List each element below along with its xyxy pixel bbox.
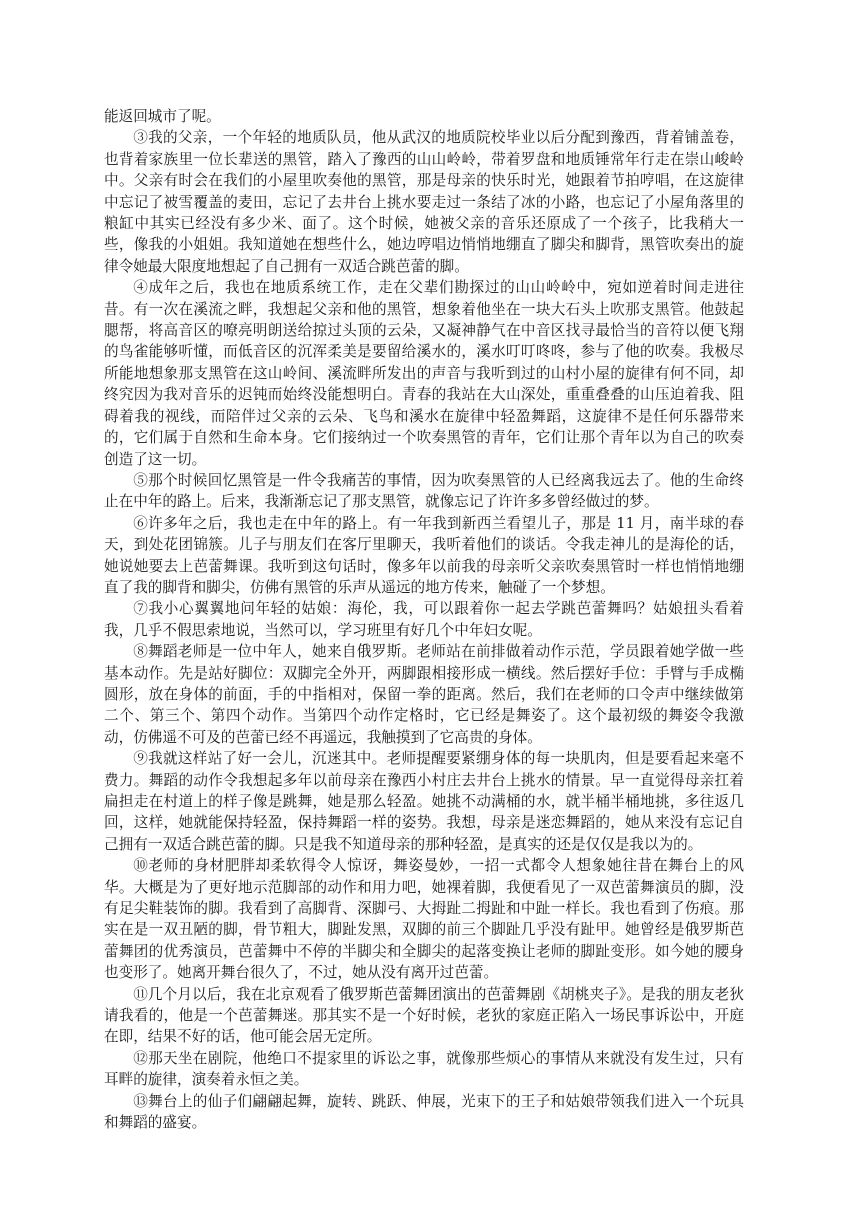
document-body: [104, 106, 744, 1134]
paragraph-10: ⑩老师的身材肥胖却柔软得令人惊讶，舞姿曼妙，一招一式都令人想象她往昔在舞台上的风华。大概是为了更好地示范脚部的动作和用力吧，她裸着脚，我便看见了一双芭蕾舞演员的脚，没有足尖鞋装饰的脚。我看到了高脚背、深脚弓、大拇趾二拇趾和中趾一样长。我也看到了伤痕。那实在是一双丑陋的脚，骨节粗大，脚趾发黑，双脚的前三个脚趾几乎没有趾甲。她曾经是俄罗斯芭蕾舞团的优秀演员，芭蕾舞中不停的半脚尖和全脚尖的起落变换让老师的脚趾变形。如今她的腰身也变形了。她离开舞台很久了，不过，她从没有离开过芭蕾。: [104, 857, 744, 982]
paragraph-9: ⑨我就这样站了好一会儿，沉迷其中。老师提醒要紧绷身体的每一块肌肉，但是要看起来毫不费力。舞蹈的动作令我想起多年以前母亲在豫西小村庄去井台上挑水的情景。早一直觉得母亲扛着扁担走在村道上的样子像是跳舞，她是那么轻盈。她挑不动满桶的水，就半桶半桶地挑，多往返几回，这样，她就能保持轻盈，保持舞蹈一样的姿势。我想，母亲是迷恋舞蹈的，她从来没有忘记自己拥有一双适合跳芭蕾的脚。只是我不知道母亲的那种轻盈，是真实的还是仅仅是我以为的。: [104, 750, 744, 853]
paragraph-12: ⑫那天坐在剧院，他绝口不提家里的诉讼之事，就像那些烦心的事情从来就没有发生过，只有耳畔的旋律，演奏着永恒之美。: [104, 1049, 744, 1089]
paragraph-3: ③我的父亲，一个年轻的地质队员，他从武汉的地质院校毕业以后分配到豫西，背着铺盖卷，也背着家族里一位长辈送的黑管，踏入了豫西的山山岭岭，带着罗盘和地质锤常年行走在崇山峻岭中。父亲有时会在我们的小屋里吹奏他的黑管，那是母亲的快乐时光，她跟着节拍哼唱，在这旋律中忘记了被雪覆盖的麦田，忘记了去井台上挑水要走过一条结了冰的小路，也忘记了小屋角落里的粮缸中其实已经没有多少米、面了。这个时候，她被父亲的音乐还原成了一个孩子，比我稍大一些，像我的小姐姐。我知道她在想些什么，她边哼唱边悄悄地绷直了脚尖和脚背，黑管吹奏出的旋律令她最大限度地想起了自己拥有一双适合跳芭蕾的脚。: [104, 129, 744, 275]
paragraph-4: ④成年之后，我也在地质系统工作，走在父辈们勘探过的山山岭岭中，宛如逆着时间走进往昔。有一次在溪流之畔，我想起父亲和他的黑管，想象着他坐在一块大石头上吹那支黑管。他鼓起腮帮，将高音区的嘹亮明朗送给掠过头顶的云朵，又凝神静气在中音区找寻最恰当的音符以便飞翔的鸟雀能够听懂，而低音区的沉浑柔美是要留给溪水的，溪水叮叮咚咚，参与了他的吹奏。我极尽所能地想象那支黑管在这山岭间、溪流畔所发出的声音与我听到过的山村小屋的旋律有何不同，却终究因为我对音乐的迟钝而始终没能想明白。青春的我站在大山深处，重重叠叠的山压迫着我、阻碍着我的视线，而陪伴过父亲的云朵、飞鸟和溪水在旋律中轻盈舞蹈，这旋律不是任何乐器带来的，它们属于自然和生命本身。它们接纳过一个吹奏黑管的青年，它们让那个青年以为自己的吹奏创造了这一切。: [104, 279, 744, 468]
paragraph-6: ⑥许多年之后，我也走在中年的路上。有一年我到新西兰看望儿子，那是 11 月，南半球的春天，到处花团锦簇。儿子与朋友们在客厅里聊天，我听着他们的谈话。令我走神儿的是海伦的话，她说她要去上芭蕾舞课。我听到这句话时，像多年以前我的母亲听父亲吹奏黑管时一样也悄悄地绷直了我的脚背和脚尖，仿佛有黑管的乐声从遥远的地方传来，触碰了一个梦想。: [104, 514, 744, 596]
paragraph-11: ⑪几个月以后，我在北京观看了俄罗斯芭蕾舞团演出的芭蕾舞剧《胡桃夹子》。是我的朋友老狄请我看的，他是一个芭蕾舞迷。那其实不是一个好时候，老狄的家庭正陷入一场民事诉讼中，开庭在即，结果不好的话，他可能会居无定所。: [104, 985, 744, 1046]
paragraph-8: ⑧舞蹈老师是一位中年人，她来自俄罗斯。老师站在前排做着动作示范，学员跟着她学做一些基本动作。先是站好脚位：双脚完全外开，两脚跟相接形成一横线。然后摆好手位：手臂与手成椭圆形，放在身体的前面，手的中指相对，保留一拳的距离。然后，我们在老师的口令声中继续做第二个、第三个、第四个动作。当第四个动作定格时，它已经是舞姿了。这个最初级的舞姿令我激动，仿佛遥不可及的芭蕾已经不再遥远，我触摸到了它高贵的身体。: [104, 643, 744, 746]
paragraph-13: ⑬舞台上的仙子们翩翩起舞，旋转、跳跃、伸展，光束下的王子和姑娘带领我们进入一个玩具和舞蹈的盛宴。: [104, 1092, 744, 1132]
paragraph-continuation: 能返回城市了呢。: [104, 108, 221, 125]
paragraph-7: ⑦我小心翼翼地问年轻的姑娘：海伦，我，可以跟着你一起去学跳芭蕾舞吗？姑娘扭头看着我，几乎不假思索地说，当然可以，学习班里有好几个中年妇女呢。: [104, 600, 744, 639]
paragraph-5: ⑤那个时候回忆黑管是一件令我痛苦的事情，因为吹奏黑管的人已经离我远去了。他的生命终止在中年的路上。后来，我渐渐忘记了那支黑管，就像忘记了许许多多曾经做过的梦。: [104, 471, 744, 511]
